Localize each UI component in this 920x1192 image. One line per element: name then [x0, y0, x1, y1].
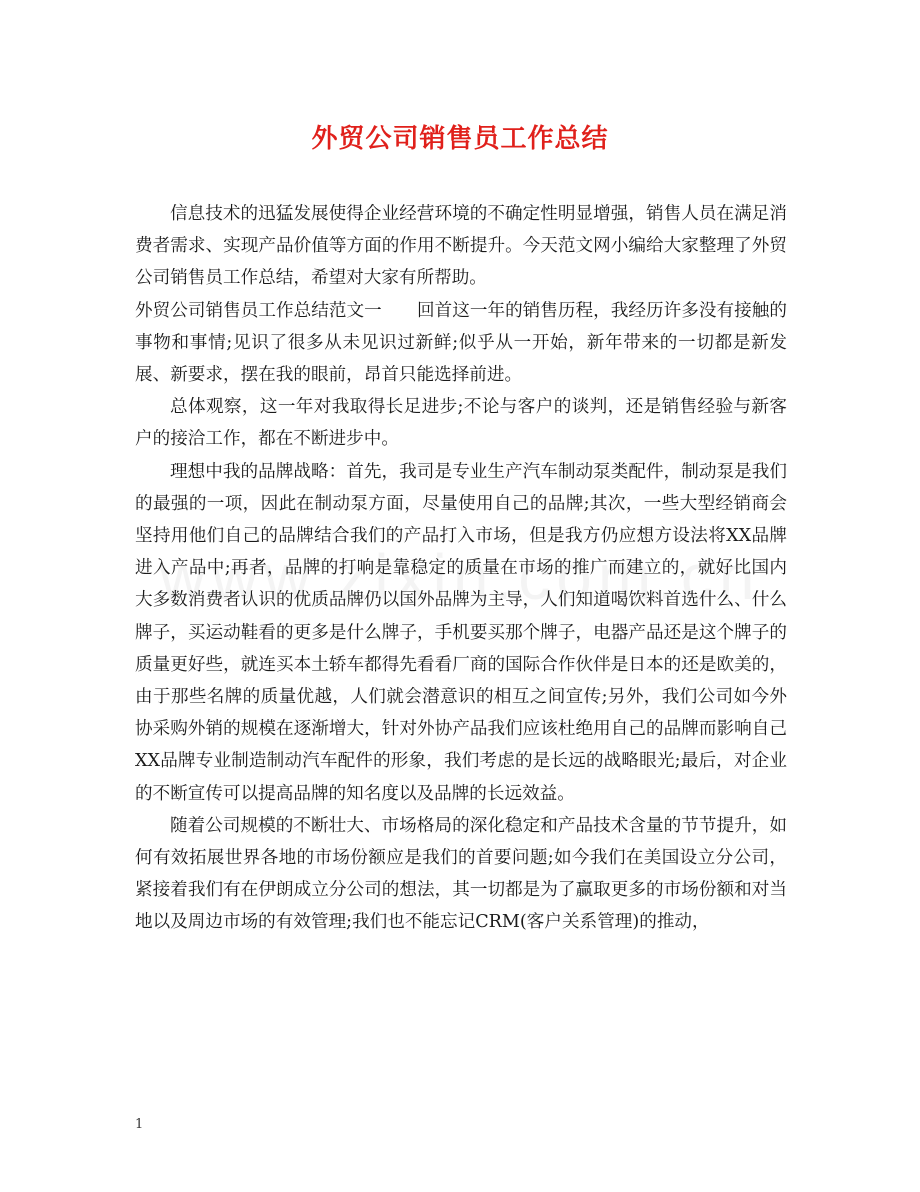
paragraph: 总体观察，这一年对我取得长足进步;不论与客户的谈判，还是销售经验与新客户的接洽工作，都在不断进步中。: [135, 397, 787, 450]
paragraph: 外贸公司销售员工作总结范文一 回首这一年的销售历程，我经历许多没有接触的事物和事情;见识了很多从未见识过新鲜;似乎从一开始，新年带来的一切都是新发展、新要求，摆在我的眼前，昂首只能选择前进。: [135, 300, 787, 386]
paragraph: 信息技术的迅猛发展使得企业经营环境的不确定性明显增强，销售人员在满足消费者需求、实现产品价值等方面的作用不断提升。今天范文网小编给大家整理了外贸公司销售员工作总结，希望对大家有所帮助。: [135, 204, 787, 289]
paragraph: 随着公司规模的不断壮大、市场格局的深化稳定和产品技术含量的节节提升，如何有效拓展世界各地的市场份额应是我们的首要问题;如今我们在美国设立分公司，紧接着我们有在伊朗成立分公司的想法，其一切都是为了赢取更多的市场份额和对当地以及周边市场的有效管理;我们也不能忘记CRM(客户关系管理)的推动，: [135, 815, 787, 933]
document-body: [135, 198, 787, 939]
paragraph: 理想中我的品牌战略：首先，我司是专业生产汽车制动泵类配件，制动泵是我们的最强的一项，因此在制动泵方面，尽量使用自己的品牌;其次，一些大型经销商会坚持用他们自己的品牌结合我们的产品打入市场，但是我方仍应想方设法将XX品牌进入产品中;再者，品牌的打响是靠稳定的质量在市场的推广而建立的，就好比国内大多数消费者认识的优质品牌仍以国外品牌为主导，人们知道喝饮料首选什么、什么牌子，买运动鞋看的更多是什么牌子，手机要买那个牌子，电器产品还是这个牌子的质量更好些，就连买本土轿车都得先看看厂商的国际合作伙伴是日本的还是欧美的，由于那些名牌的质量优越，人们就会潜意识的相互之间宣传;另外，我们公司如今外协采购外销的规模在逐渐增大，针对外协产品我们应该杜绝用自己的品牌而影响自己XX品牌专业制造制动汽车配件的形象，我们考虑的是长远的战略眼光;最后，对企业的不断宣传可以提高品牌的知名度以及品牌的长远效益。: [135, 461, 787, 804]
document-title: 外贸公司销售员工作总结: [311, 124, 609, 154]
page-number: 1: [135, 1117, 144, 1132]
